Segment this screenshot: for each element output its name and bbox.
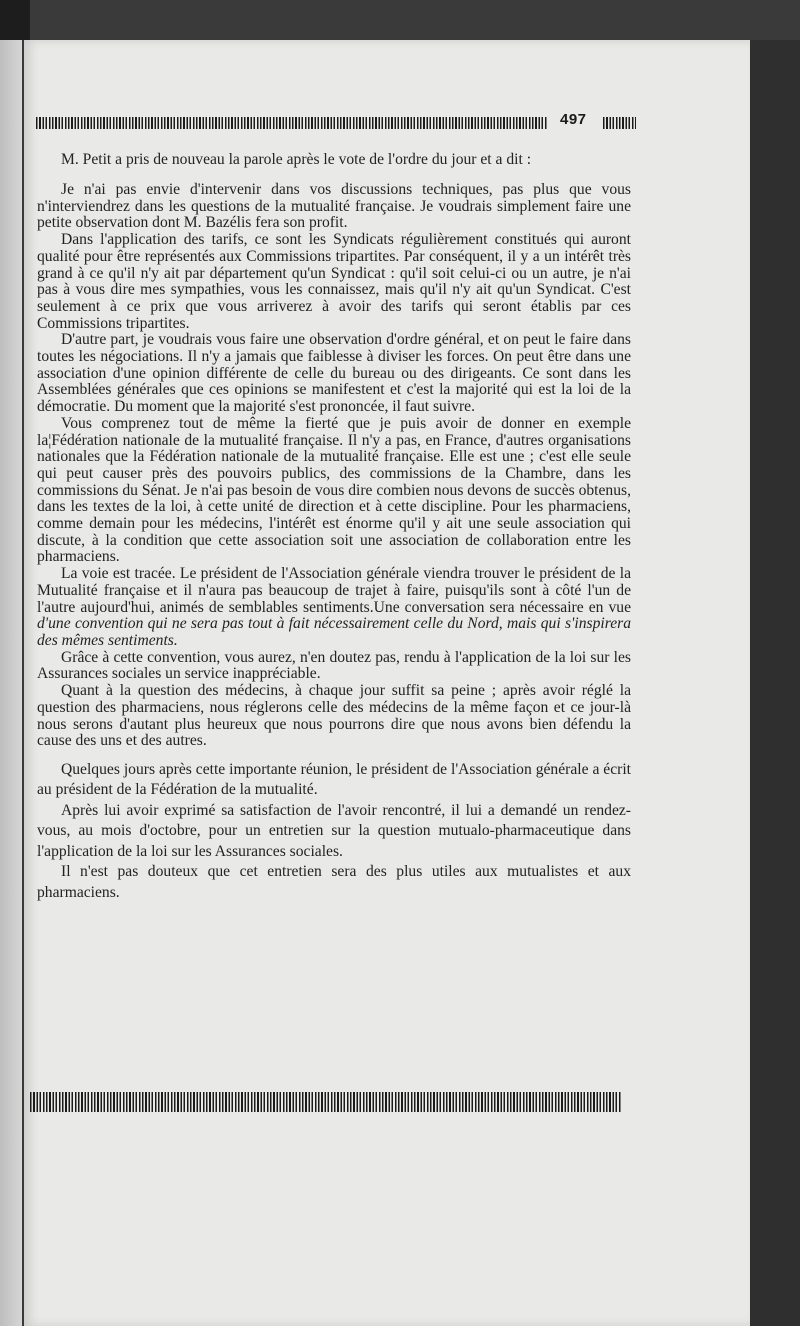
paragraph: Il n'est pas douteux que cet entretien sera des plus utiles aux mutualistes et aux pharmaciens. <box>37 863 631 901</box>
paragraph: Quant à la question des médecins, à chaque jour suffit sa peine ; après avoir réglé la question des pharmaciens, nous réglerons celle des médecins de la même façon et ce jour-là nous serons d'autant plus heureux que nous pourrons dire que nous avons bien défendu la cause des uns et des autres. <box>37 682 631 750</box>
paragraph: Après lui avoir exprimé sa satisfaction de l'avoir rencontré, il lui a demandé un rendez-vous, au mois d'octobre, pour un entretien sur la question mutualo-pharmaceutique dans l'application de la loi sur les Assurances sociales. <box>37 801 631 860</box>
page-body <box>37 148 631 903</box>
page-number: 497 <box>560 111 587 128</box>
paragraph: Dans l'application des tarifs, ce sont les Syndicats régulièrement constitués qui auront qualité pour être représentés aux Commissions tripartites. Par conséquent, il y a un intérêt très grand à ce qu'il n'y ait par département qu'un Syndicat : qu'il soit celui-ci ou un autre, je n'ai pas à vous dire mes sympathies, vous les connaissez, mais qu'il n'y ait qu'un Syndicat. C'est seulement à ce prix que vous arriverez à avoir des tarifs qui seront établis par ces Commissions tripartites. <box>37 231 631 332</box>
paragraph: Vous comprenez tout de même la fierté que je puis avoir de donner en exemple la¦Fédération nationale de la mutualité française. Il n'y a pas, en France, d'autres organisations nationales que la Fédération nationale de la mutualité française. Elle est une ; c'est elle seule qui peut causer près des pouvoirs publics, des commissions de la Chambre, dans les commissions du Sénat. Je n'ai pas besoin de vous dire combien nous devons de succès obtenus, dans les textes de la loi, à cette unité de direction et à cette discipline. Pour les pharmaciens, comme demain pour les médecins, l'intérêt est énorme qu'il y ait une seule association qui discute, à la condition que cette association soit une association de collaboration entre les pharmaciens. <box>37 414 631 566</box>
paragraph-italic-text: d'une convention qui ne sera pas tout à fait nécessairement celle du Nord, mais qui s'inspirera des mêmes sentiments. <box>37 615 631 649</box>
header-ornament-bar-short <box>603 117 636 129</box>
header-ornament-bar <box>36 117 548 129</box>
paragraph <box>37 566 631 650</box>
paragraph: Quelques jours après cette importante réunion, le président de l'Association générale a écrit au président de la Fédération de la mutualité. <box>37 760 631 799</box>
paragraph: Je n'ai pas envie d'intervenir dans vos discussions techniques, pas plus que vous n'interviendrez dans les questions de la mutualité française. Je voudrais simplement faire une petite observation dont M. Bazélis fera son profit. <box>37 181 631 232</box>
paragraph: M. Petit a pris de nouveau la parole après le vote de l'ordre du jour et a dit : <box>61 151 532 168</box>
scan-background-right <box>750 40 800 1326</box>
paragraph: Grâce à cette convention, vous aurez, n'en doutez pas, rendu à l'application de la loi sur les Assurances sociales un service inappréciable. <box>37 648 631 683</box>
facing-page-edge <box>0 40 22 1326</box>
footer-ornament-bar <box>30 1092 622 1112</box>
scan-background <box>0 0 30 40</box>
paragraph: D'autre part, je voudrais vous faire une observation d'ordre général, et on peut le faire dans toutes les négociations. Il n'y a jamais que faiblesse à diviser les forces. On peut être dans une association d'une opinion différente de celle du bureau ou des dirigeants. Ce sont dans les Assemblées générales que ces opinions se manifestent et c'est la majorité qui est la loi de la démocratie. Du moment que la majorité s'est prononcée, il faut suivre. <box>37 331 631 416</box>
paragraph-text: La voie est tracée. Le président de l'Association générale viendra trouver le président de la Mutualité française et il n'aura pas beaucoup de trajet à faire, puisqu'ils sont à côté l'un de l'autre aujourd'hui, animés de semblables sentiments.Une conversation sera nécessaire en vue <box>37 565 631 616</box>
